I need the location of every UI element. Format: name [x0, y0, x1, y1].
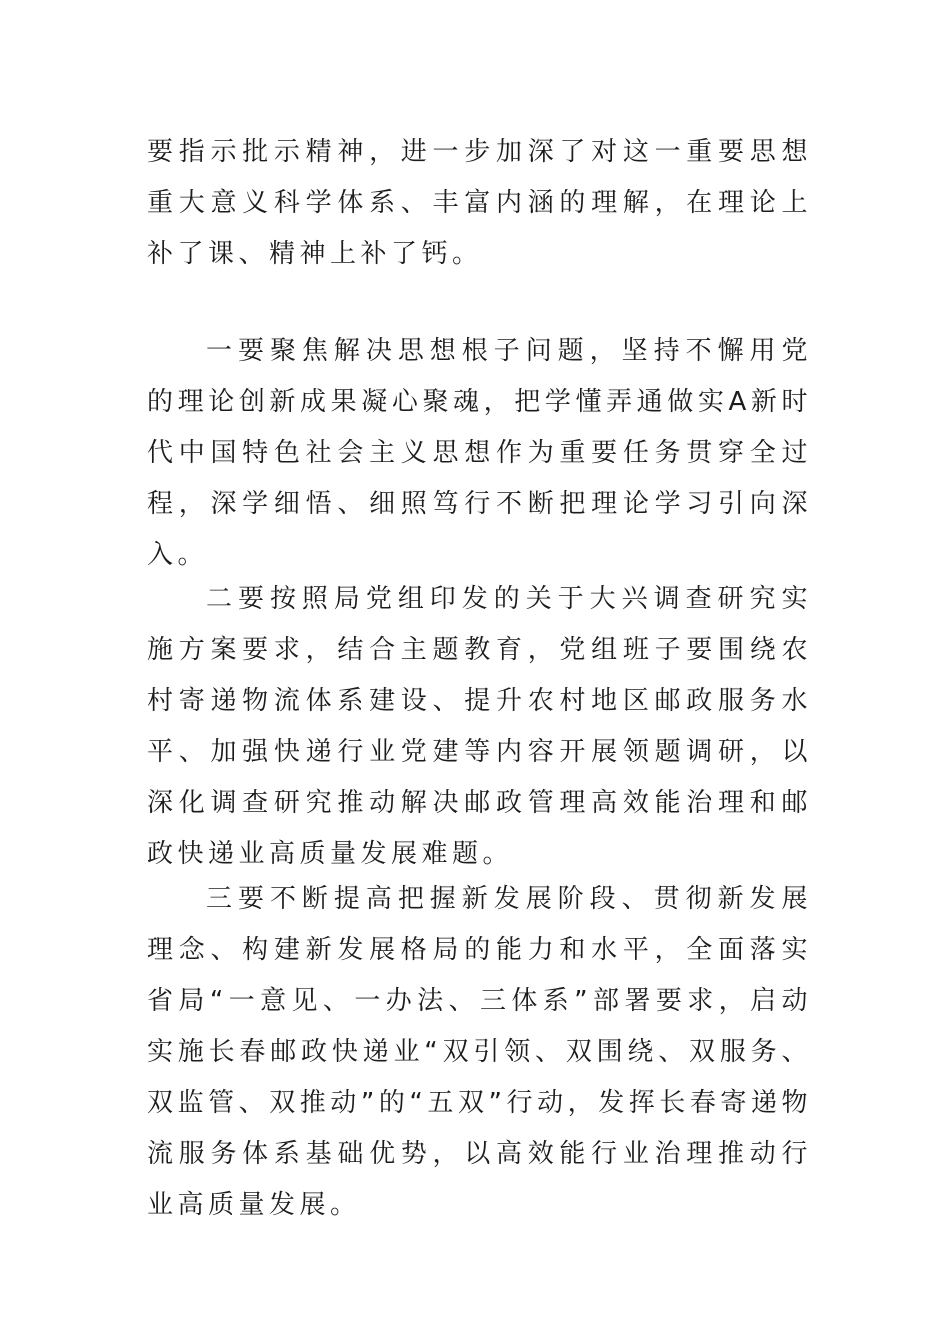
- paragraph-point-three: 三要不断提高把握新发展阶段、贯彻新发展理念、构建新发展格局的能力和水平，全面落实省局“一意见、一办法、三体系”部署要求，启动实施长春邮政快递业“双引领、双围绕、双服务、双监管、双推动”的“五双”行动，发挥长春寄递物流服务体系基础优势，以高效能行业治理推动行业高质量发展。: [147, 884, 812, 1220]
- paragraph-point-two: 二要按照局党组印发的关于大兴调查研究实施方案要求，结合主题教育，党组班子要围绕农村寄递物流体系建设、提升农村地区邮政服务水平、加强快递行业党建等内容开展领题调研，以深化调查研究推动解决邮政管理高效能治理和邮政快递业高质量发展难题。: [147, 584, 812, 869]
- paragraph-point-one: 一要聚焦解决思想根子问题，坚持不懈用党的理论创新成果凝心聚魂，把学懂弄通做实A新时代中国特色社会主义思想作为重要任务贯穿全过程，深学细悟、细照笃行不断把理论学习引向深入。: [147, 336, 812, 570]
- paragraph-continuation: 要指示批示精神，进一步加深了对这一重要思想重大意义科学体系、丰富内涵的理解，在理论上补了课、精神上补了钙。: [147, 137, 812, 269]
